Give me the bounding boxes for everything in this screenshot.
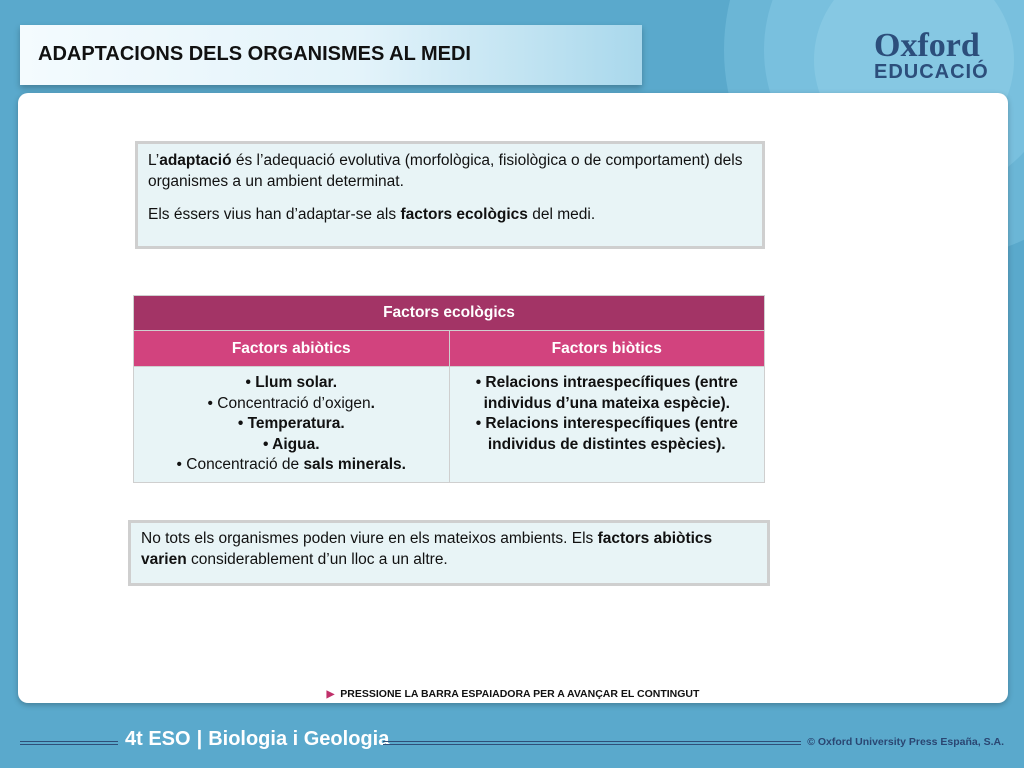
biotic-factors-cell xyxy=(449,367,765,483)
list-item: • Relacions interespecífiques (entre individus de distintes espècies). xyxy=(475,415,738,453)
logo-subtitle: EDUCACIÓ xyxy=(874,61,989,83)
course-level: 4t ESO xyxy=(125,728,191,750)
column-header-abiotic: Factors abiòtics xyxy=(134,331,450,367)
note-paragraph: No tots els organismes poden viure en els mateixos ambients. Els factors abiòtics varien considerablement d’un lloc a un altre. xyxy=(141,530,713,568)
course-subject: Biologia i Geologia xyxy=(208,728,390,750)
oxford-logo xyxy=(874,27,989,83)
footer-divider xyxy=(20,741,118,745)
note-box xyxy=(128,520,770,586)
intro-box xyxy=(135,141,765,249)
list-item: • Relacions intraespecífiques (entre individus d’una mateixa espècie). xyxy=(475,374,738,412)
column-header-biotic: Factors biòtics xyxy=(449,331,765,367)
page-title: ADAPTACIONS DELS ORGANISMES AL MEDI xyxy=(38,43,471,65)
list-item: • Temperatura. xyxy=(237,415,345,432)
intro-paragraph-1: L’adaptació és l’adequació evolutiva (morfològica, fisiològica o de comportament) dels organismes a un ambient determinat. xyxy=(148,152,743,190)
table-title: Factors ecològics xyxy=(134,296,765,331)
list-item: • Aigua. xyxy=(262,435,320,453)
play-arrow-icon: ▶ xyxy=(326,689,335,700)
list-item: • Concentració d’oxigen. xyxy=(207,394,375,412)
factors-table xyxy=(133,295,765,483)
content-panel xyxy=(18,93,1008,703)
copyright-text: © Oxford University Press España, S.A. xyxy=(807,736,1004,748)
instruction-text: PRESSIONE LA BARRA ESPAIADORA PER A AVANÇAR EL CONTINGUT xyxy=(340,688,700,700)
logo-wordmark: Oxford xyxy=(874,27,980,64)
list-item: • Concentració de sals minerals. xyxy=(176,456,406,473)
footer-divider xyxy=(383,741,801,745)
abiotic-factors-cell xyxy=(134,367,450,483)
intro-paragraph-2: Els éssers vius han d’adaptar-se als factors ecològics del medi. xyxy=(148,206,596,223)
advance-instruction[interactable] xyxy=(18,688,1008,700)
course-label xyxy=(125,728,389,751)
course-separator: | xyxy=(196,728,203,750)
list-item: • Llum solar. xyxy=(245,374,338,391)
title-bar xyxy=(20,25,642,85)
